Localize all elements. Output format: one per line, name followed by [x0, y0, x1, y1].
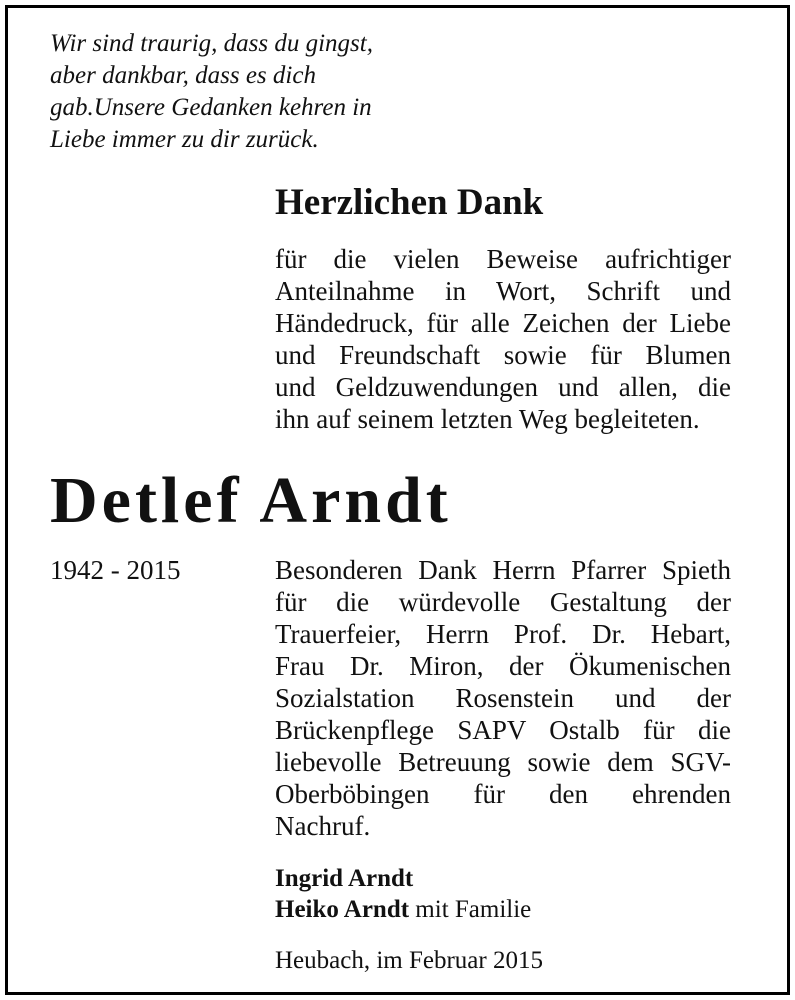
special-thanks-line: Trauerfeier, Herrn Prof. Dr. Hebart, [275, 619, 731, 649]
motto-line: aber dankbar, dass es dich [50, 62, 316, 89]
special-thanks-line: liebevolle Betreuung sowie dem SGV- [275, 747, 731, 777]
thanks-line: Anteilnahme in Wort, Schrift und [275, 276, 731, 306]
thanks-line: ihn auf seinem letzten Weg begleiteten. [275, 404, 700, 434]
special-thanks-line: Nachruf. [275, 811, 371, 841]
motto-line: Liebe immer zu dir zurück. [50, 126, 319, 153]
life-years: 1942 - 2015 [50, 555, 181, 585]
motto-quote [50, 28, 373, 156]
motto-line: Wir sind traurig, dass du gingst, [50, 30, 373, 57]
signatory-first: Ingrid Arndt [275, 865, 414, 892]
thanks-line: für die vielen Beweise aufrichtiger [275, 244, 731, 274]
obituary-notice [5, 5, 790, 995]
signatory-second: Heiko Arndt [275, 896, 410, 923]
motto-line: gab.Unsere Gedanken kehren in [50, 94, 372, 121]
special-thanks-line: Sozialstation Rosenstein und der [275, 683, 731, 713]
special-thanks-line: Brückenpflege SAPV Ostalb für die [275, 715, 731, 745]
place-date: Heubach, im Februar 2015 [275, 947, 543, 974]
special-thanks-line: Oberböbingen für den ehrenden [275, 779, 731, 809]
special-thanks-line: Frau Dr. Miron, der Ökumenischen [275, 651, 731, 681]
deceased-name: Detlef Arndt [50, 464, 452, 537]
thanks-heading: Herzlichen Dank [275, 182, 544, 223]
thanks-line: und Geldzuwendungen und allen, die [275, 372, 731, 402]
thanks-line: Händedruck, für alle Zeichen der Liebe [275, 308, 731, 338]
thanks-line: und Freundschaft sowie für Blumen [275, 340, 731, 370]
special-thanks-paragraph [275, 554, 731, 842]
special-thanks-line: Besonderen Dank Herrn Pfarrer Spieth [275, 555, 731, 585]
thanks-paragraph [275, 243, 731, 435]
special-thanks-line: für die würdevolle Gestaltung der [275, 587, 731, 617]
signatories [275, 863, 531, 925]
signatory-second-suffix: mit Familie [409, 896, 532, 923]
